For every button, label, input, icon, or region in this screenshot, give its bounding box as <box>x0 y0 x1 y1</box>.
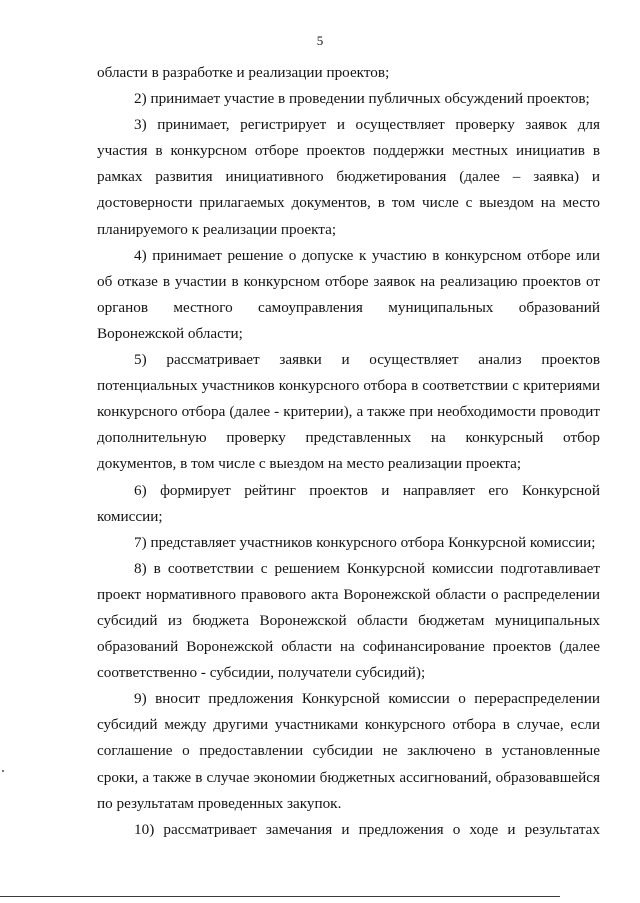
bottom-rule <box>0 896 560 897</box>
page-number: 5 <box>316 33 324 48</box>
paragraph-item-5: 5) рассматривает заявки и осуществляет анализ проектов потенциальных участников конкурсного отбора в соответствии с критериями конкурсного отбора (далее - критерии), а также при необходимости проводит дополнительную проверку представленных на конкурсный отбор документов, в том числе с выездом на место реализации проекта; <box>97 351 600 473</box>
paragraph-item-7: 7) представляет участников конкурсного отбора Конкурсной комиссии; <box>134 533 596 551</box>
paragraph-item-2: 2) принимает участие в проведении публичных обсуждений проектов; <box>134 90 590 108</box>
paragraph-item-4: 4) принимает решение о допуске к участию в конкурсном отборе или об отказе в участии в конкурсном отборе заявок на реализацию проектов от органов местного самоуправления муниципальных образований Воронежской области; <box>97 246 600 342</box>
paragraph-item-6: 6) формирует рейтинг проектов и направляет его Конкурсной комиссии; <box>97 481 600 525</box>
document-body <box>97 60 600 843</box>
paragraph-item-10: 10) рассматривает замечания и предложения о ходе и результатах <box>134 820 600 838</box>
scan-mark <box>2 770 4 772</box>
paragraph-item-9: 9) вносит предложения Конкурсной комиссии о перераспределении субсидий между другими участниками конкурсного отбора в случае, если соглашение о предоставлении субсидии не заключено в установленные сроки, а также в случае экономии бюджетных ассигнований, образовавшейся по результатам проведенных закупок. <box>97 690 600 812</box>
paragraph-continuation: области в разработке и реализации проектов; <box>97 64 390 81</box>
paragraph-item-3: 3) принимает, регистрирует и осуществляет проверку заявок для участия в конкурсном отборе проектов поддержки местных инициатив в рамках развития инициативного бюджетирования (далее – заявка) и достоверности прилагаемых документов, в том числе с выездом на место планируемого к реализации проекта; <box>97 116 600 238</box>
paragraph-item-8: 8) в соответствии с решением Конкурсной комиссии подготавливает проект нормативного правового акта Воронежской области о распределении субсидий из бюджета Воронежской области бюджетам муниципальных образований Воронежской области на софинансирование проектов (далее соответственно - субсидии, получатели субсидий); <box>97 559 600 682</box>
